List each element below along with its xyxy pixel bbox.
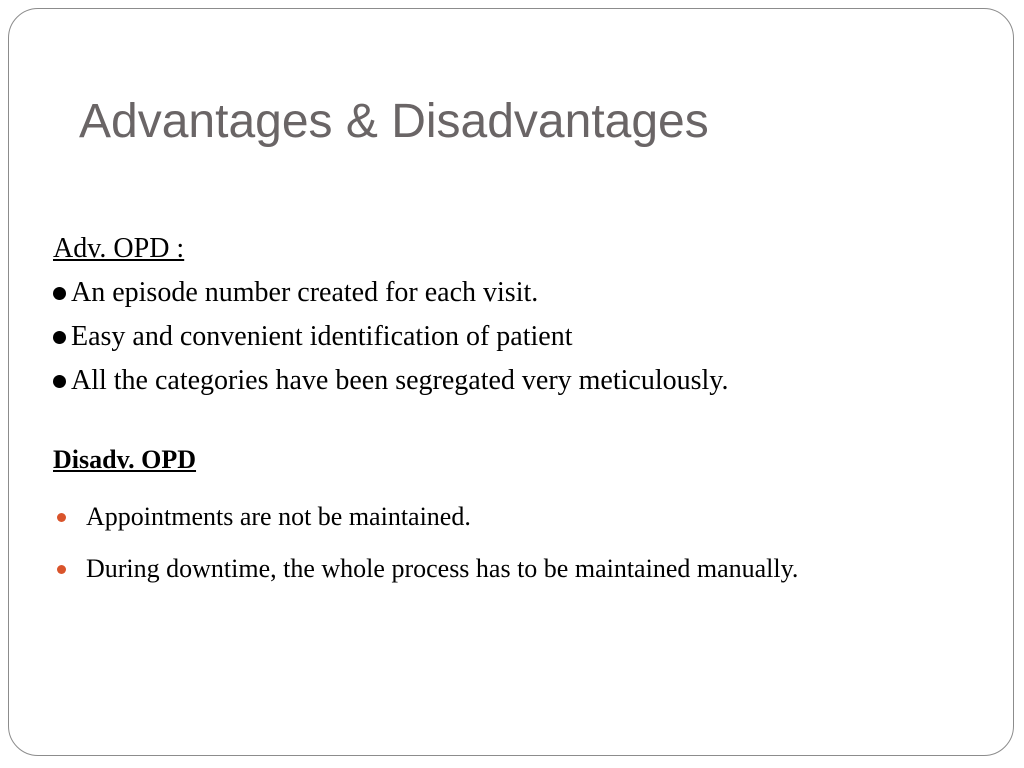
- disadvantages-list: [55, 491, 798, 595]
- disadvantages-heading: Disadv. OPD: [53, 445, 197, 474]
- list-item: [55, 491, 798, 543]
- slide: [8, 8, 1014, 756]
- list-item-text: All the categories have been segregated very meticulously.: [71, 365, 729, 396]
- list-item: [53, 315, 728, 359]
- list-item-text: During downtime, the whole process has to be maintained manually.: [86, 554, 799, 583]
- list-item-text: An episode number created for each visit.: [71, 277, 539, 308]
- bullet-icon: [53, 331, 66, 344]
- list-item-text: Appointments are not be maintained.: [86, 502, 471, 531]
- slide-title: Advantages & Disadvantages: [79, 95, 709, 148]
- bullet-icon: [53, 287, 66, 300]
- list-item: [53, 271, 728, 315]
- list-item: [53, 359, 728, 403]
- bullet-icon: [53, 375, 66, 388]
- list-item-text: Easy and convenient identification of patient: [71, 321, 573, 352]
- advantages-list: [53, 271, 728, 403]
- list-item: [55, 543, 798, 595]
- bullet-icon: [57, 565, 66, 574]
- advantages-heading: Adv. OPD :: [53, 233, 185, 264]
- bullet-icon: [57, 513, 66, 522]
